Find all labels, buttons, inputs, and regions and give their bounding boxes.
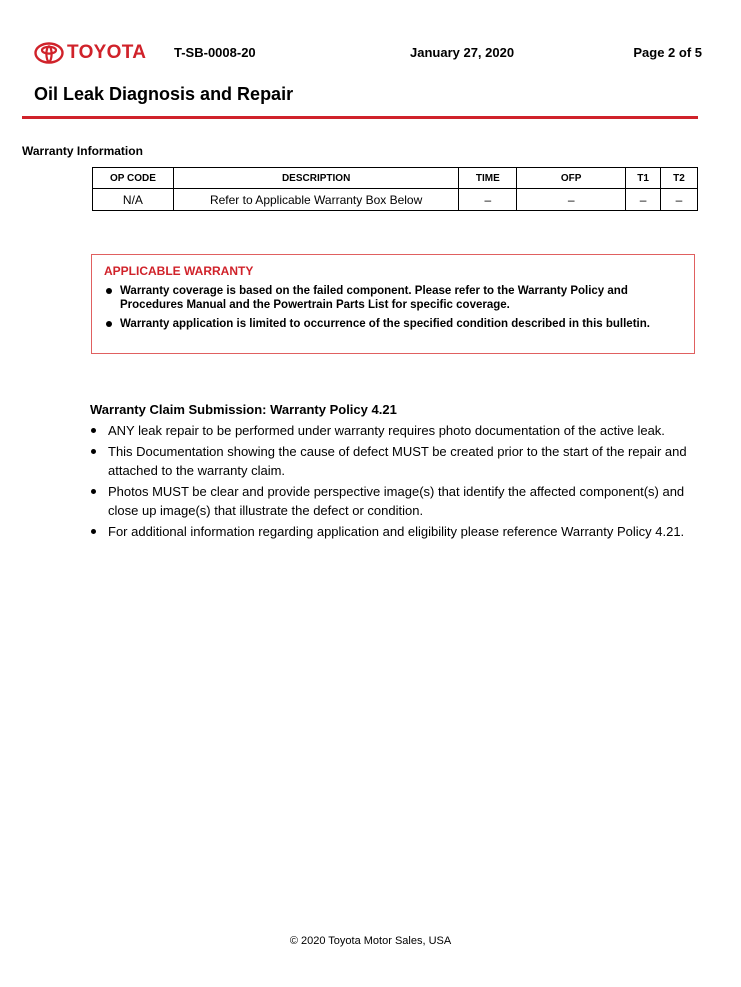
cell-op-code: N/A — [93, 189, 174, 211]
column-header-t1: T1 — [626, 168, 661, 189]
list-item: ANY leak repair to be performed under warranty requires photo documentation of the active leak. — [90, 421, 706, 440]
cell-t1: – — [626, 189, 661, 211]
warranty-information-label: Warranty Information — [22, 144, 143, 158]
page-header — [34, 40, 702, 66]
applicable-warranty-box — [91, 254, 695, 354]
column-header-op-code: OP CODE — [93, 168, 174, 189]
bulletin-id: T-SB-0008-20 — [174, 45, 256, 60]
bulletin-date: January 27, 2020 — [410, 45, 515, 60]
page-title: Oil Leak Diagnosis and Repair — [34, 84, 294, 104]
page-footer: © 2020 Toyota Motor Sales, USA — [289, 935, 452, 947]
list-item: Warranty coverage is based on the failed component. Please refer to the Warranty Policy and Procedures Manual and the Powertrain Parts List for specific coverage. — [104, 284, 686, 312]
page-number: Page 2 of 5 — [633, 45, 702, 60]
claim-submission-list — [90, 421, 706, 543]
cell-t2: – — [661, 189, 698, 211]
cell-description: Refer to Applicable Warranty Box Below — [173, 189, 459, 211]
warranty-table — [92, 167, 698, 211]
toyota-emblem-icon — [34, 42, 64, 64]
claim-submission-heading: Warranty Claim Submission: Warranty Policy 4.21 — [90, 402, 397, 417]
column-header-t2: T2 — [661, 168, 698, 189]
table-header-row — [93, 168, 698, 189]
toyota-logo-text: TOYOTA — [67, 42, 147, 63]
applicable-warranty-title: APPLICABLE WARRANTY — [104, 264, 254, 278]
list-item: This Documentation showing the cause of defect MUST be created prior to the start of the repair and attached to the warranty claim. — [90, 442, 706, 480]
list-item: For additional information regarding application and eligibility please reference Warranty Policy 4.21. — [90, 522, 706, 541]
column-header-description: DESCRIPTION — [173, 168, 459, 189]
table-row — [93, 189, 698, 211]
list-item: Warranty application is limited to occurrence of the specified condition described in this bulletin. — [104, 317, 686, 331]
list-item: Photos MUST be clear and provide perspective image(s) that identify the affected component(s) and close up image(s) that illustrate the defect or condition. — [90, 482, 706, 520]
title-divider — [22, 116, 698, 119]
column-header-ofp: OFP — [517, 168, 626, 189]
cell-ofp: – — [517, 189, 626, 211]
applicable-warranty-list — [104, 284, 686, 336]
column-header-time: TIME — [459, 168, 517, 189]
toyota-logo — [34, 40, 146, 66]
cell-time: – — [459, 189, 517, 211]
